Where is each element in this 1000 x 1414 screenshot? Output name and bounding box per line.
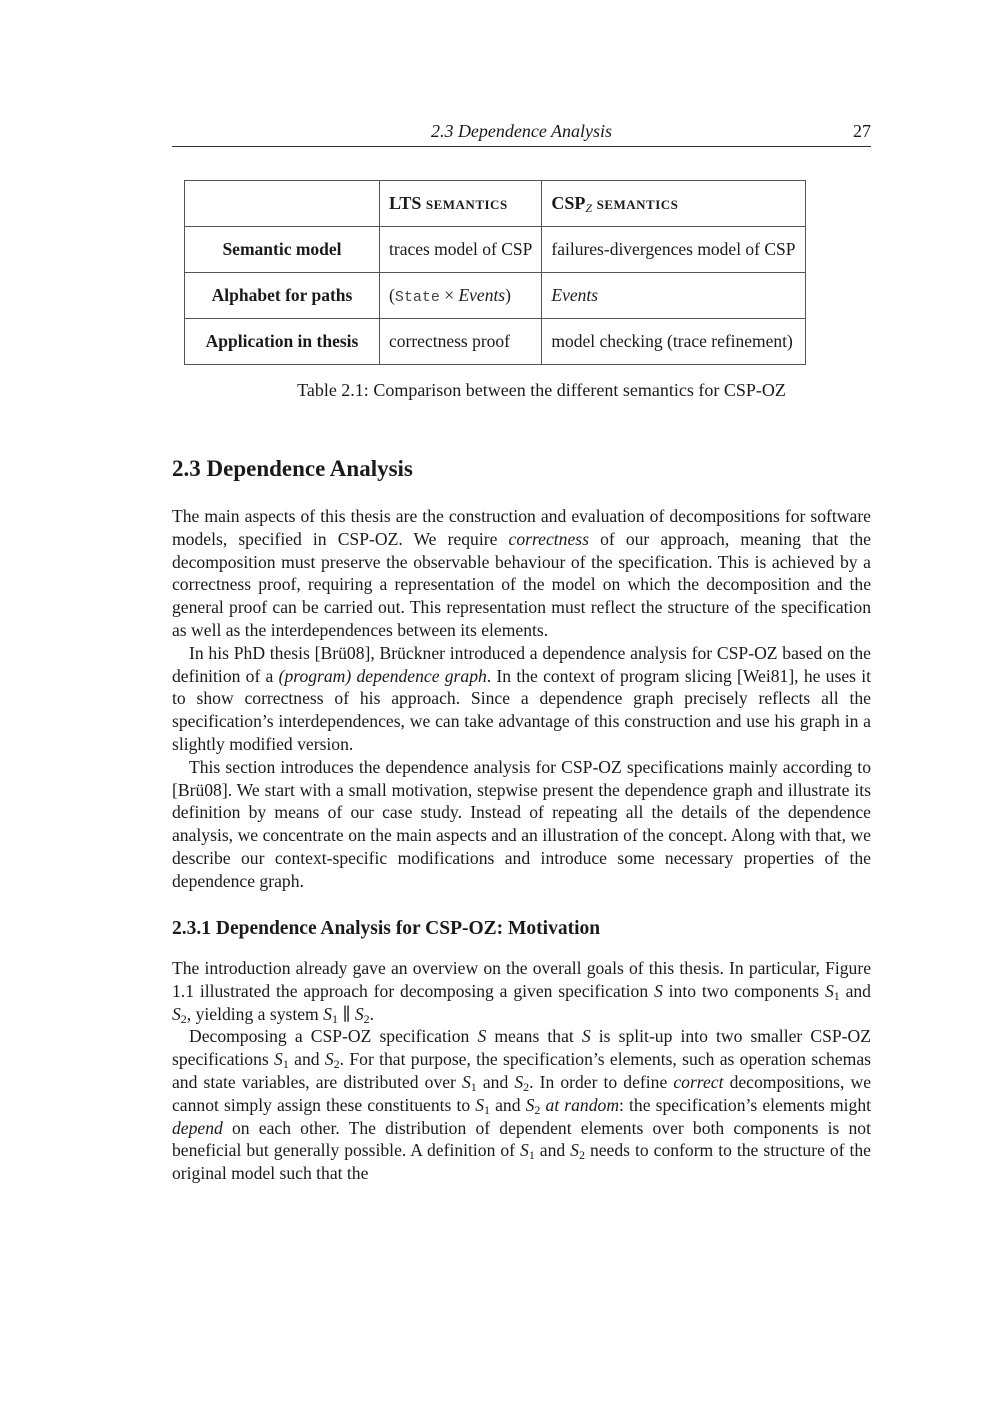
subscript: 2 [578, 1148, 585, 1163]
lts-semantics-header [380, 181, 542, 227]
subscript: 1 [282, 1057, 289, 1072]
section-heading: 2.3 Dependence Analysis [172, 456, 413, 481]
italic-text: S [475, 1094, 485, 1115]
text-run: . In order to define [529, 1071, 674, 1092]
csp-cell: failures-divergences model of CSP [542, 227, 805, 273]
italic-text: S [461, 1071, 471, 1092]
subscript: 2 [333, 1057, 340, 1072]
table-header-row [185, 181, 806, 227]
text-run: This section introduces the dependence analysis for CSP-OZ specifications mainly according to [Brü08]. We start with a small motivation, stepwise present the dependence graph and illustrate its definition by means of our case study. Instead of repeating all the details of the dependence analysis, we concentrate on the main aspects and an illustration of the concept. Along with that, we describe our context-specific modifications and introduce some necessary properties of the dependence graph. [172, 756, 871, 891]
page-number: 27 [853, 121, 871, 141]
subscript: 1 [833, 988, 840, 1003]
italic-text: S [520, 1140, 529, 1161]
text-run: Decomposing a CSP-OZ specification [189, 1026, 478, 1047]
lts-cell [380, 273, 542, 319]
text-run: and [490, 1094, 526, 1115]
text-run: The introduction already gave an overview on the overall goals of this thesis. In particular, Figure 1.1 illustrated the approach for decomposing a given specification [172, 958, 871, 1001]
text-run: and [476, 1071, 515, 1092]
subscript: 1 [470, 1079, 477, 1094]
italic-text: correctness [508, 528, 589, 549]
italic-text: S [274, 1049, 283, 1070]
table-row [185, 227, 806, 273]
comparison-table [184, 180, 806, 365]
italic-text: correct [673, 1071, 724, 1092]
header-rest: semantics [425, 193, 508, 213]
italic-text: S [354, 1003, 364, 1024]
paragraph [172, 505, 871, 642]
text-run: and [534, 1140, 571, 1161]
italic-text: at random [545, 1094, 620, 1115]
subscript: 2 [523, 1079, 530, 1094]
text-run: In his PhD thesis [Brü08], Brückner introduced a dependence analysis for CSP-OZ based on the definition of a [172, 642, 871, 686]
text-run: and [839, 980, 871, 1001]
text-run: , yielding a system [186, 1003, 324, 1024]
italic-text: depend [172, 1117, 223, 1138]
paragraph [172, 1025, 871, 1185]
running-title: 2.3 Dependence Analysis [430, 121, 613, 141]
italic-text: S [172, 1003, 181, 1024]
table-row [185, 319, 806, 365]
text-run: on each other. The distribution of dependent elements over both components is not beneficial but generally possible. A definition of [172, 1117, 871, 1161]
italic-text: S [525, 1094, 535, 1115]
events-type: Events [458, 285, 506, 305]
text-run: is split-up into two smaller CSP-OZ specifications [172, 1026, 871, 1070]
text-run: : the specification’s elements might [619, 1094, 872, 1115]
lts-cell: traces model of CSP [380, 227, 542, 273]
events-type: Events [551, 285, 599, 305]
paragraph [172, 642, 871, 756]
italic-text: S [824, 980, 834, 1001]
subscript: 2 [534, 1102, 541, 1117]
text-run: needs to conform to the structure of the original model such that the [172, 1140, 871, 1184]
paragraph [172, 957, 871, 1025]
lts-cell: correctness proof [380, 319, 542, 365]
running-header [172, 121, 871, 147]
paragraph [172, 756, 871, 893]
cspz-semantics-header [542, 181, 805, 227]
italic-text: S [477, 1026, 487, 1047]
section-body [172, 505, 871, 893]
header-main: CSP [551, 193, 586, 213]
times: × [439, 285, 459, 305]
subscript: 1 [484, 1102, 491, 1117]
subscript: 1 [528, 1148, 535, 1163]
paren: ( [389, 285, 395, 305]
table-caption: Table 2.1: Comparison between the different semantics for CSP-OZ [297, 380, 786, 400]
text-run: decompositions, we cannot simply assign these constituents to [172, 1071, 872, 1115]
text-run: The main aspects of this thesis are the construction and evaluation of decompositions for software models, specified in CSP-OZ. We require [172, 506, 871, 549]
italic-text: S [570, 1140, 579, 1161]
italic-text: S [324, 1049, 334, 1070]
text-run: . [369, 1003, 375, 1024]
italic-text: S [323, 1003, 332, 1024]
subscript: 1 [331, 1011, 338, 1026]
row-label: Semantic model [185, 227, 380, 273]
empty-header-cell [185, 181, 380, 227]
text-run: ∥ [337, 1003, 355, 1024]
text-run: . For that purpose, the specification’s elements, such as operation schemas and state variables, are distributed over [172, 1049, 871, 1092]
text-run: . In the context of program slicing [Wei81], he uses it to show correctness of his approach. Since a dependence graph precisely reflects all the specification’s interdependences, we can take advantage of this construction and use his graph in a slightly modified version. [172, 665, 871, 754]
italic-text: S [581, 1026, 591, 1047]
text-run: means that [486, 1026, 582, 1047]
paren: ) [505, 285, 511, 305]
state-type: State [394, 289, 440, 306]
italic-text: S [514, 1071, 524, 1092]
subsection-body [172, 957, 871, 1185]
row-label: Alphabet for paths [185, 273, 380, 319]
table-row [185, 273, 806, 319]
text-run: and [288, 1049, 325, 1070]
italic-text: (program) dependence graph [278, 665, 487, 686]
subscript: 2 [180, 1011, 187, 1026]
header-sub: Z [585, 201, 593, 215]
text-run: of our approach, meaning that the decomposition must preserve the observable behaviour of the specification. This is achieved by a correctness proof, requiring a representation of the model on which the decomposition and the general proof can be carried out. This representation must reflect the structure of the specification as well as the interdependences between its elements. [172, 528, 871, 640]
text-run: into two components [662, 980, 825, 1001]
italic-text: S [654, 980, 663, 1001]
header-main: LTS [389, 193, 422, 213]
csp-cell [542, 273, 805, 319]
csp-cell: model checking (trace refinement) [542, 319, 805, 365]
subscript: 2 [363, 1011, 370, 1026]
row-label: Application in thesis [185, 319, 380, 365]
subsection-heading: 2.3.1 Dependence Analysis for CSP-OZ: Motivation [172, 918, 601, 939]
header-rest: semantics [596, 193, 679, 213]
